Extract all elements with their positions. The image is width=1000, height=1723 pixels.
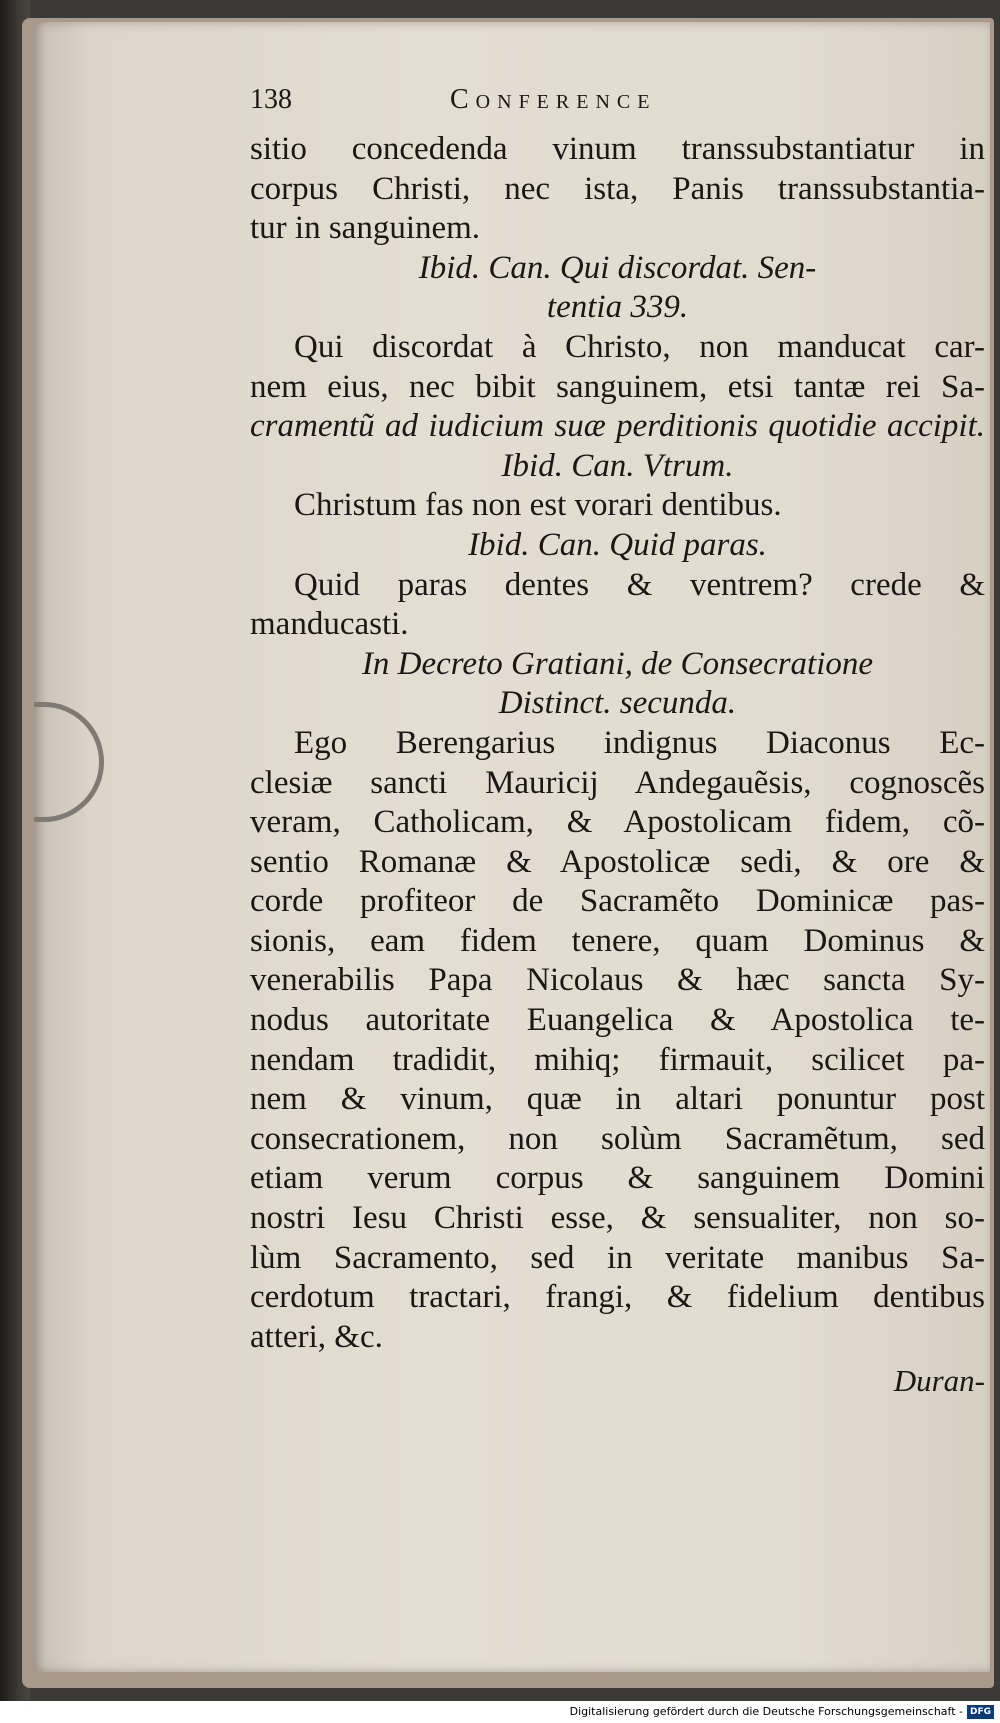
text-line: Ibid. Can. Quid paras. xyxy=(468,526,767,563)
text-line: Ibid. Can. Vtrum. xyxy=(501,447,734,484)
text-line: Christum fas non est vorari dentibus. xyxy=(294,487,782,524)
text-line: venerabilis Papa Nicolaus & hæc sancta Sy- xyxy=(250,962,985,999)
text-line: etiam verum corpus & sanguinem Domini xyxy=(250,1160,985,1197)
text-line: lùm Sacramento, sed in veritate manibus Sa- xyxy=(250,1239,985,1276)
text-line: tur in sanguinem. xyxy=(250,210,481,247)
text-line: veram, Catholicam, & Apostolicam fidem, cõ- xyxy=(250,804,985,841)
text-line: Ibid. Can. Qui discordat. Sen- xyxy=(418,249,817,286)
text-line: consecrationem, non solùm Sacramẽtum, sed xyxy=(250,1120,985,1157)
text-line: Quid paras dentes & ventrem? crede & xyxy=(294,566,985,603)
text-line: cerdotum tractari, frangi, & fidelium dentibus xyxy=(250,1279,985,1316)
text-line: tentia 339. xyxy=(546,289,689,326)
catchword: Duran- xyxy=(893,1363,985,1399)
page-text xyxy=(250,84,985,1399)
page-header xyxy=(250,84,985,130)
text-line: sionis, eam fidem tenere, quam Dominus & xyxy=(250,922,985,959)
text-line: atteri, &c. xyxy=(250,1318,383,1355)
text-line: cramentũ ad iudicium suæ perditionis quotidie accipit. xyxy=(250,408,985,445)
text-line: Qui discordat à Christo, non manducat car- xyxy=(294,328,985,365)
body-text xyxy=(250,130,985,1357)
text-line: nostri Iesu Christi esse, & sensualiter, non so- xyxy=(250,1200,985,1237)
text-line: nendam tradidit, mihiq; firmauit, scilicet pa- xyxy=(250,1041,985,1078)
footer-text: Digitalisierung gefördert durch die Deutsche Forschungsgemeinschaft - xyxy=(569,1705,963,1718)
text-line: Distinct. secunda. xyxy=(498,685,737,722)
text-line: Ego Berengarius indignus Diaconus Ec- xyxy=(294,724,985,761)
text-line: nem & vinum, quæ in altari ponuntur post xyxy=(250,1081,985,1118)
text-line: corde profiteor de Sacramẽto Dominicæ pas- xyxy=(250,883,985,920)
text-line: corpus Christi, nec ista, Panis transsubstantia- xyxy=(250,170,985,207)
dfg-logo: DFG xyxy=(967,1705,994,1719)
bookmark-ribbon xyxy=(34,702,104,822)
text-line: sitio concedenda vinum transsubstantiatur in xyxy=(250,131,985,167)
running-head: Conference xyxy=(450,84,657,115)
digitization-footer xyxy=(0,1701,1000,1723)
text-line: nem eius, nec bibit sanguinem, etsi tantæ rei Sa- xyxy=(250,368,985,405)
text-line: sentio Romanæ & Apostolicæ sedi, & ore & xyxy=(250,843,985,880)
text-line: In Decreto Gratiani, de Consecratione xyxy=(361,645,874,682)
text-line: nodus autoritate Euangelica & Apostolica te- xyxy=(250,1002,985,1039)
page-number: 138 xyxy=(250,84,292,115)
text-line: manducasti. xyxy=(250,606,409,643)
text-line: clesiæ sancti Mauricij Andegauẽsis, cognoscẽs xyxy=(250,764,985,801)
